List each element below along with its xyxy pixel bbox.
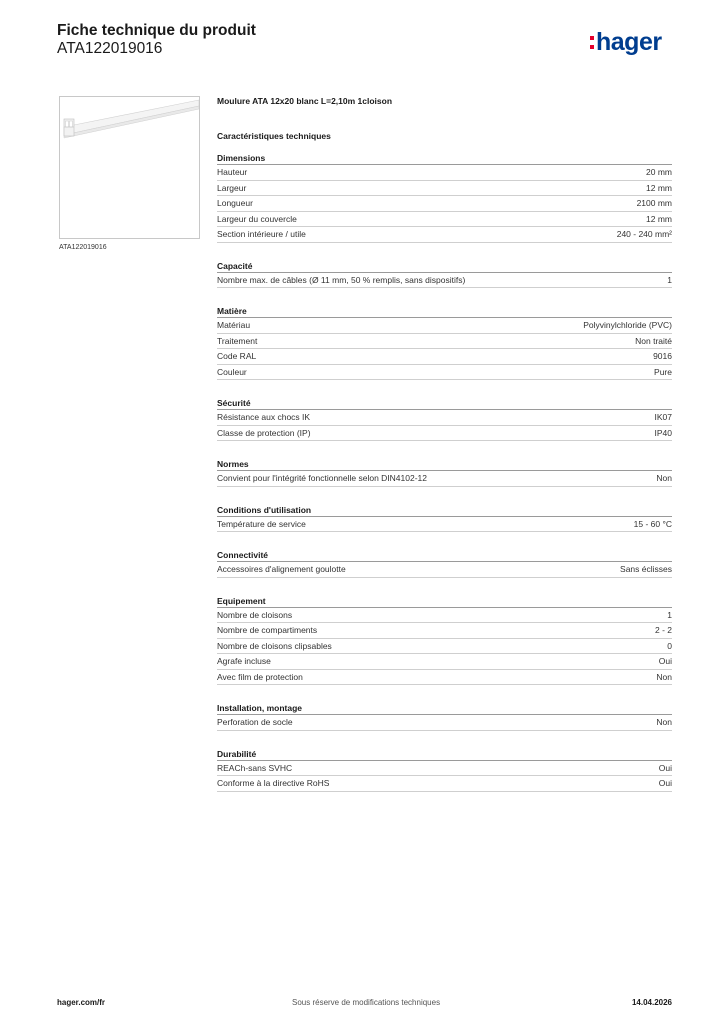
hager-logo [590, 26, 662, 58]
spec-row [217, 715, 672, 731]
spec-label: Longueur [217, 198, 253, 208]
spec-label: Nombre de cloisons clipsables [217, 640, 332, 651]
spec-value: IP40 [654, 427, 672, 438]
spec-section [217, 702, 672, 731]
spec-value: 240 - 240 mm² [616, 229, 672, 239]
spec-value: Sans éclisses [620, 564, 672, 574]
spec-label: Avec film de protection [217, 671, 303, 682]
section-title: Installation, montage [217, 702, 672, 715]
spec-section [217, 549, 672, 578]
spec-row [217, 639, 672, 655]
spec-row [217, 318, 672, 334]
spec-label: Classe de protection (IP) [217, 427, 311, 438]
spec-row [217, 517, 672, 533]
spec-row [217, 426, 672, 442]
spec-row [217, 212, 672, 228]
trunking-illustration [60, 97, 199, 238]
spec-row [217, 410, 672, 426]
product-image [59, 96, 200, 239]
spec-label: Agrafe incluse [217, 656, 271, 666]
section-title: Sécurité [217, 397, 672, 410]
spec-value: Non [656, 671, 672, 682]
spec-label: Traitement [217, 335, 258, 346]
spec-label: Nombre de compartiments [217, 625, 318, 635]
spec-label: Nombre de cloisons [217, 609, 293, 620]
spec-label: Hauteur [217, 167, 248, 177]
section-title: Normes [217, 458, 672, 471]
spec-sections [217, 152, 672, 792]
product-title: Moulure ATA 12x20 blanc L=2,10m 1cloison [217, 96, 393, 106]
spec-row [217, 196, 672, 212]
page-title: Fiche technique du produit [57, 22, 256, 39]
spec-label: Résistance aux chocs IK [217, 412, 311, 422]
spec-row [217, 670, 672, 686]
section-title: Dimensions [217, 152, 672, 165]
spec-label: Convient pour l'intégrité fonctionnelle selon DIN4102-12 [217, 473, 428, 483]
spec-heading: Caractéristiques techniques [217, 131, 331, 141]
spec-label: Perforation de socle [217, 717, 293, 727]
spec-row [217, 654, 672, 670]
spec-value: IK07 [654, 412, 672, 422]
spec-value: Non [656, 717, 672, 727]
spec-value: 9016 [653, 351, 672, 361]
footer-disclaimer: Sous réserve de modifications techniques [292, 998, 441, 1007]
spec-section [217, 260, 672, 289]
spec-row [217, 471, 672, 487]
spec-section [217, 748, 672, 792]
spec-value: 15 - 60 °C [633, 518, 672, 529]
spec-label: Matériau [217, 320, 251, 330]
spec-row [217, 227, 672, 243]
section-title: Equipement [217, 595, 672, 608]
spec-content [217, 95, 672, 792]
spec-label: Code RAL [217, 351, 257, 361]
spec-value: Non [656, 473, 672, 483]
image-caption: ATA122019016 [59, 244, 107, 251]
spec-label: Température de service [217, 518, 306, 529]
spec-value: Oui [658, 762, 672, 773]
spec-value: 1 [667, 609, 672, 620]
spec-value: 2 - 2 [654, 625, 672, 635]
spec-row [217, 608, 672, 624]
spec-row [217, 165, 672, 181]
spec-value: 1 [667, 274, 672, 285]
spec-value: Polyvinylchloride (PVC) [583, 320, 672, 330]
spec-label: REACh-sans SVHC [217, 762, 293, 773]
spec-section [217, 504, 672, 533]
spec-label: Accessoires d'alignement goulotte [217, 564, 346, 574]
spec-value: 12 mm [646, 182, 672, 193]
product-reference: ATA122019016 [57, 40, 163, 57]
spec-label: Conforme à la directive RoHS [217, 778, 330, 788]
spec-value: Pure [654, 366, 672, 377]
logo-dots [590, 36, 594, 49]
spec-row [217, 776, 672, 792]
logo-text: hager [596, 27, 662, 56]
spec-value: 0 [667, 640, 672, 651]
section-title: Matière [217, 305, 672, 318]
spec-label: Section intérieure / utile [217, 229, 306, 239]
spec-label: Largeur [217, 182, 247, 193]
spec-section [217, 595, 672, 686]
section-title: Conditions d'utilisation [217, 504, 672, 517]
spec-value: Oui [658, 656, 672, 666]
spec-label: Largeur du couvercle [217, 213, 297, 224]
spec-value: Non traité [635, 335, 672, 346]
spec-label: Couleur [217, 366, 247, 377]
section-title: Connectivité [217, 549, 672, 562]
spec-label: Nombre max. de câbles (Ø 11 mm, 50 % remplis, sans dispositifs) [217, 274, 466, 285]
spec-section [217, 305, 672, 380]
spec-value: 20 mm [646, 167, 672, 177]
spec-row [217, 181, 672, 197]
spec-value: 2100 mm [636, 198, 672, 208]
section-title: Capacité [217, 260, 672, 273]
footer-website: hager.com/fr [57, 998, 106, 1007]
spec-value: Oui [658, 778, 672, 788]
section-title: Durabilité [217, 748, 672, 761]
footer-date: 14.04.2026 [631, 998, 672, 1007]
spec-row [217, 365, 672, 381]
spec-section [217, 458, 672, 487]
spec-row [217, 562, 672, 578]
spec-row [217, 273, 672, 289]
spec-row [217, 761, 672, 777]
spec-row [217, 349, 672, 365]
spec-section [217, 152, 672, 243]
spec-value: 12 mm [646, 213, 672, 224]
spec-section [217, 397, 672, 441]
spec-row [217, 334, 672, 350]
spec-row [217, 623, 672, 639]
